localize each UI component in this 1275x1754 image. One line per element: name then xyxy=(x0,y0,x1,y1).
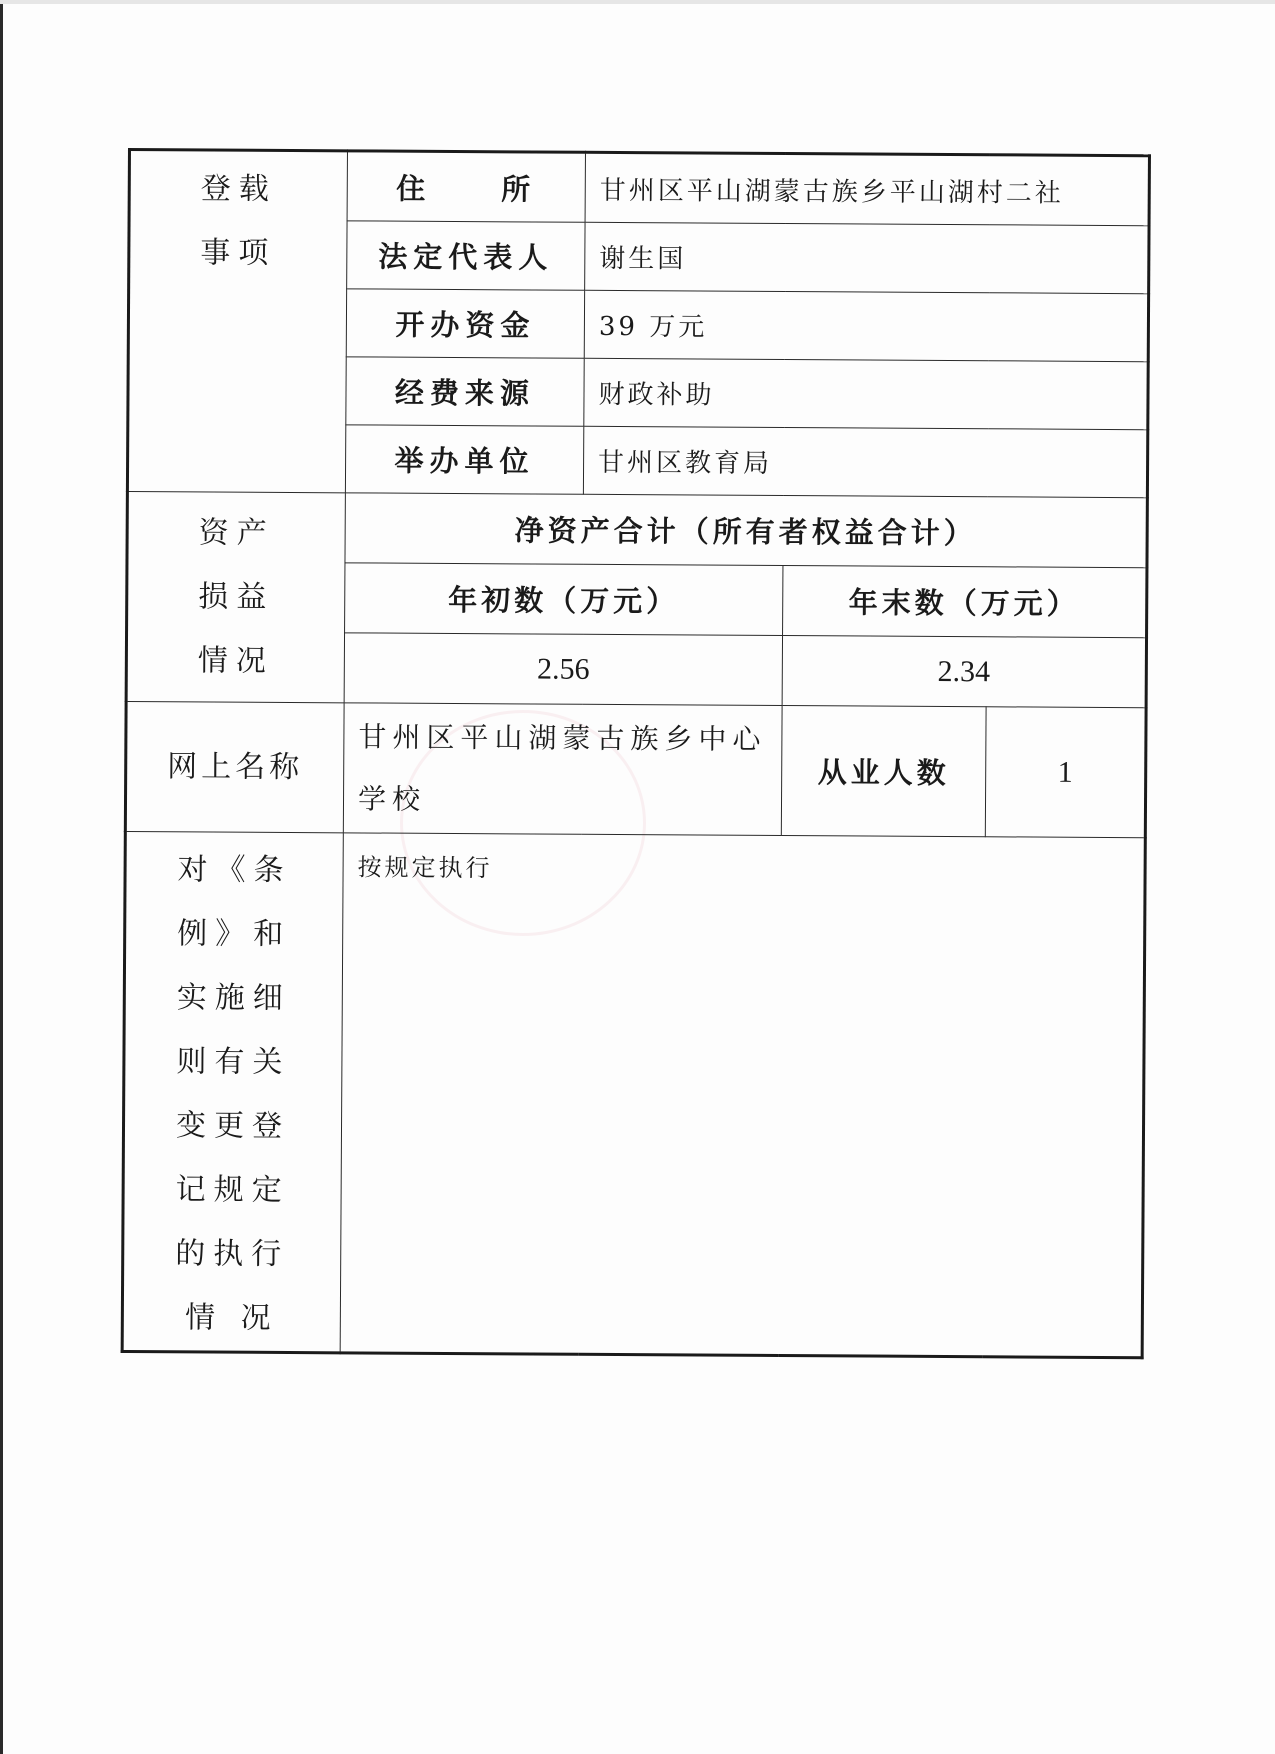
scan-edge-top xyxy=(0,0,1275,4)
compliance-section-label: 对《条 例》和 实施细 则有关 变更登 记规定 的执行 情 况 xyxy=(122,831,343,1352)
registered-capital-label: 开办资金 xyxy=(346,289,584,358)
legal-representative-label: 法定代表人 xyxy=(347,221,585,290)
compliance-text: 按规定执行 xyxy=(340,833,1145,1358)
staff-count-label: 从业人数 xyxy=(781,706,986,837)
assets-section-label: 资产 损益 情况 xyxy=(126,492,345,703)
end-year-label: 年末数（万元） xyxy=(783,566,1147,638)
address-value: 甘州区平山湖蒙古族乡平山湖村二社 xyxy=(585,152,1149,225)
registration-form-table xyxy=(121,148,1151,1359)
address-label: 住 所 xyxy=(347,151,585,222)
legal-representative-value: 谢生国 xyxy=(585,222,1149,293)
begin-year-label: 年初数（万元） xyxy=(345,563,783,636)
sponsor-unit-label: 举办单位 xyxy=(345,425,583,494)
online-name-label: 网上名称 xyxy=(125,701,344,832)
registration-section-label: 登载 事项 xyxy=(127,150,347,493)
scan-edge xyxy=(0,0,3,1754)
registered-capital-value: 39 万元 xyxy=(584,290,1148,361)
net-assets-header: 净资产合计（所有者权益合计） xyxy=(345,493,1147,568)
sponsor-unit-value: 甘州区教育局 xyxy=(583,426,1147,497)
funding-source-label: 经费来源 xyxy=(346,357,584,426)
online-name-value: 甘州区平山湖蒙古族乡中心学校 xyxy=(343,703,782,836)
funding-source-value: 财政补助 xyxy=(584,358,1148,429)
end-year-value: 2.34 xyxy=(782,636,1146,708)
staff-count-value: 1 xyxy=(985,707,1146,838)
begin-year-value: 2.56 xyxy=(344,633,782,706)
